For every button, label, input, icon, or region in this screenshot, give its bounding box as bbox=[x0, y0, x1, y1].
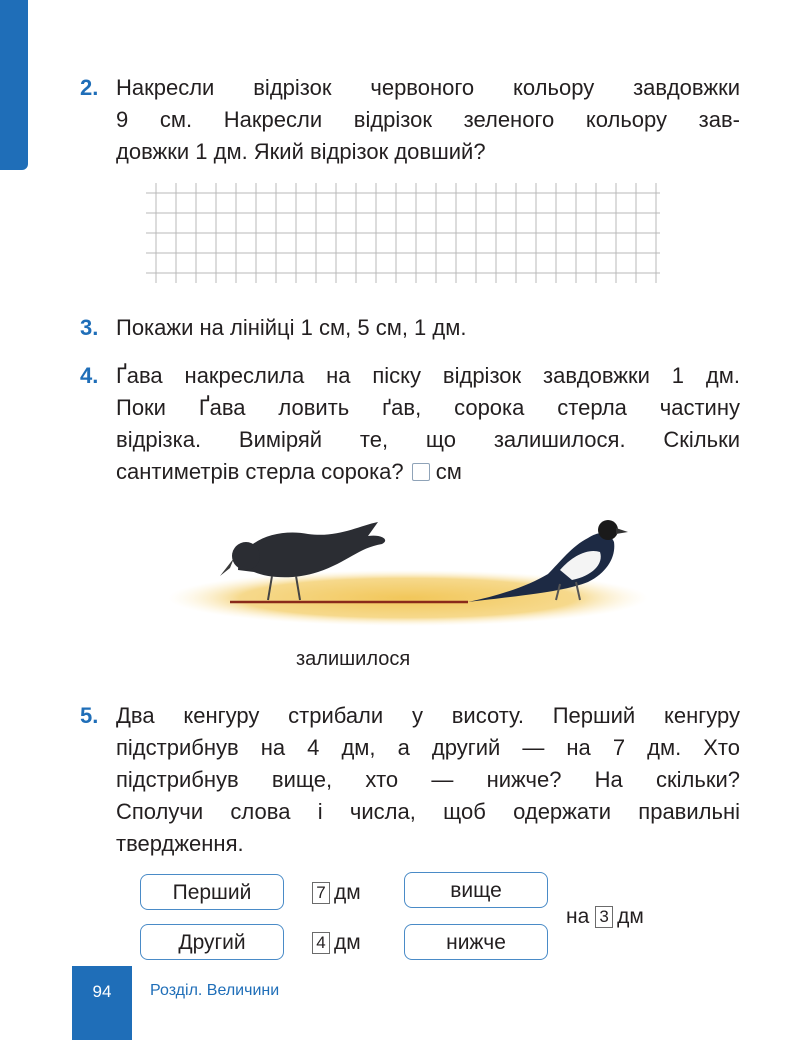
task-3-number: 3. bbox=[80, 315, 99, 340]
task-5-line-5: твердження. bbox=[116, 831, 244, 856]
task-2 bbox=[80, 72, 740, 172]
task-5-text bbox=[116, 700, 740, 860]
word-box-higher[interactable]: вище bbox=[404, 872, 548, 908]
task-5-number: 5. bbox=[80, 703, 99, 728]
task-2-line-3: довжки 1 дм. Який відрізок довший? bbox=[116, 139, 486, 164]
section-title: Розділ. Величини bbox=[150, 982, 280, 999]
task-3-text bbox=[116, 312, 740, 344]
number-4-box: 4 bbox=[312, 932, 330, 954]
task-4-line-4 bbox=[116, 456, 740, 488]
task-3 bbox=[80, 312, 740, 346]
task-2-line-2: 9 см. Накресли відрізок зеленого кольору зав- bbox=[116, 107, 740, 132]
difference-label[interactable] bbox=[566, 904, 644, 930]
word-box-lower[interactable]: нижче bbox=[404, 924, 548, 960]
answer-box[interactable] bbox=[412, 463, 430, 481]
number-label-4[interactable] bbox=[312, 930, 361, 956]
chapter-tab-top bbox=[0, 0, 28, 170]
task-5-line-4: Сполучи слова і числа, щоб одержати правильні bbox=[116, 799, 740, 824]
task-4-line-1: Ґава накреслила на піску відрізок завдовжки 1 дм. bbox=[116, 363, 740, 388]
difference-prefix: на bbox=[566, 905, 590, 928]
task-2-line-1: Накресли відрізок червоного кольору завдовжки bbox=[116, 75, 740, 100]
crow-magpie-illustration bbox=[168, 500, 648, 630]
task-4-text bbox=[116, 360, 740, 488]
word-box-first[interactable]: Перший bbox=[140, 874, 284, 910]
task-4 bbox=[80, 360, 740, 490]
illustration-caption: залишилося bbox=[296, 648, 411, 670]
page-number: 94 bbox=[92, 982, 112, 1001]
answer-unit: см bbox=[435, 459, 462, 484]
difference-box: 3 bbox=[595, 906, 613, 928]
drawing-grid[interactable] bbox=[146, 183, 660, 283]
task-4-number: 4. bbox=[80, 363, 99, 388]
page-number-tab bbox=[72, 966, 132, 1040]
word-box-second[interactable]: Другий bbox=[140, 924, 284, 960]
number-7-unit: дм bbox=[334, 881, 361, 904]
task-4-question: сантиметрів стерла сорока? bbox=[116, 459, 404, 484]
task-4-line-3: відрізка. Виміряй те, що залишилося. Скільки bbox=[116, 427, 740, 452]
task-2-text bbox=[116, 72, 740, 168]
difference-unit: дм bbox=[617, 905, 644, 928]
task-5-line-3: підстрибнув вище, хто — нижче? На скільки? bbox=[116, 767, 740, 792]
task-2-number: 2. bbox=[80, 75, 99, 100]
task-4-line-2: Поки Ґава ловить ґав, сорока стерла частину bbox=[116, 395, 740, 420]
number-7-box: 7 bbox=[312, 882, 330, 904]
number-label-7[interactable] bbox=[312, 880, 361, 906]
task-3-line-1: Покажи на лінійці 1 см, 5 см, 1 дм. bbox=[116, 315, 467, 340]
task-5 bbox=[80, 700, 740, 865]
number-4-unit: дм bbox=[334, 931, 361, 954]
task-5-line-1: Два кенгуру стрибали у висоту. Перший кенгуру bbox=[116, 703, 740, 728]
task-5-line-2: підстрибнув на 4 дм, а другий — на 7 дм. Хто bbox=[116, 735, 740, 760]
